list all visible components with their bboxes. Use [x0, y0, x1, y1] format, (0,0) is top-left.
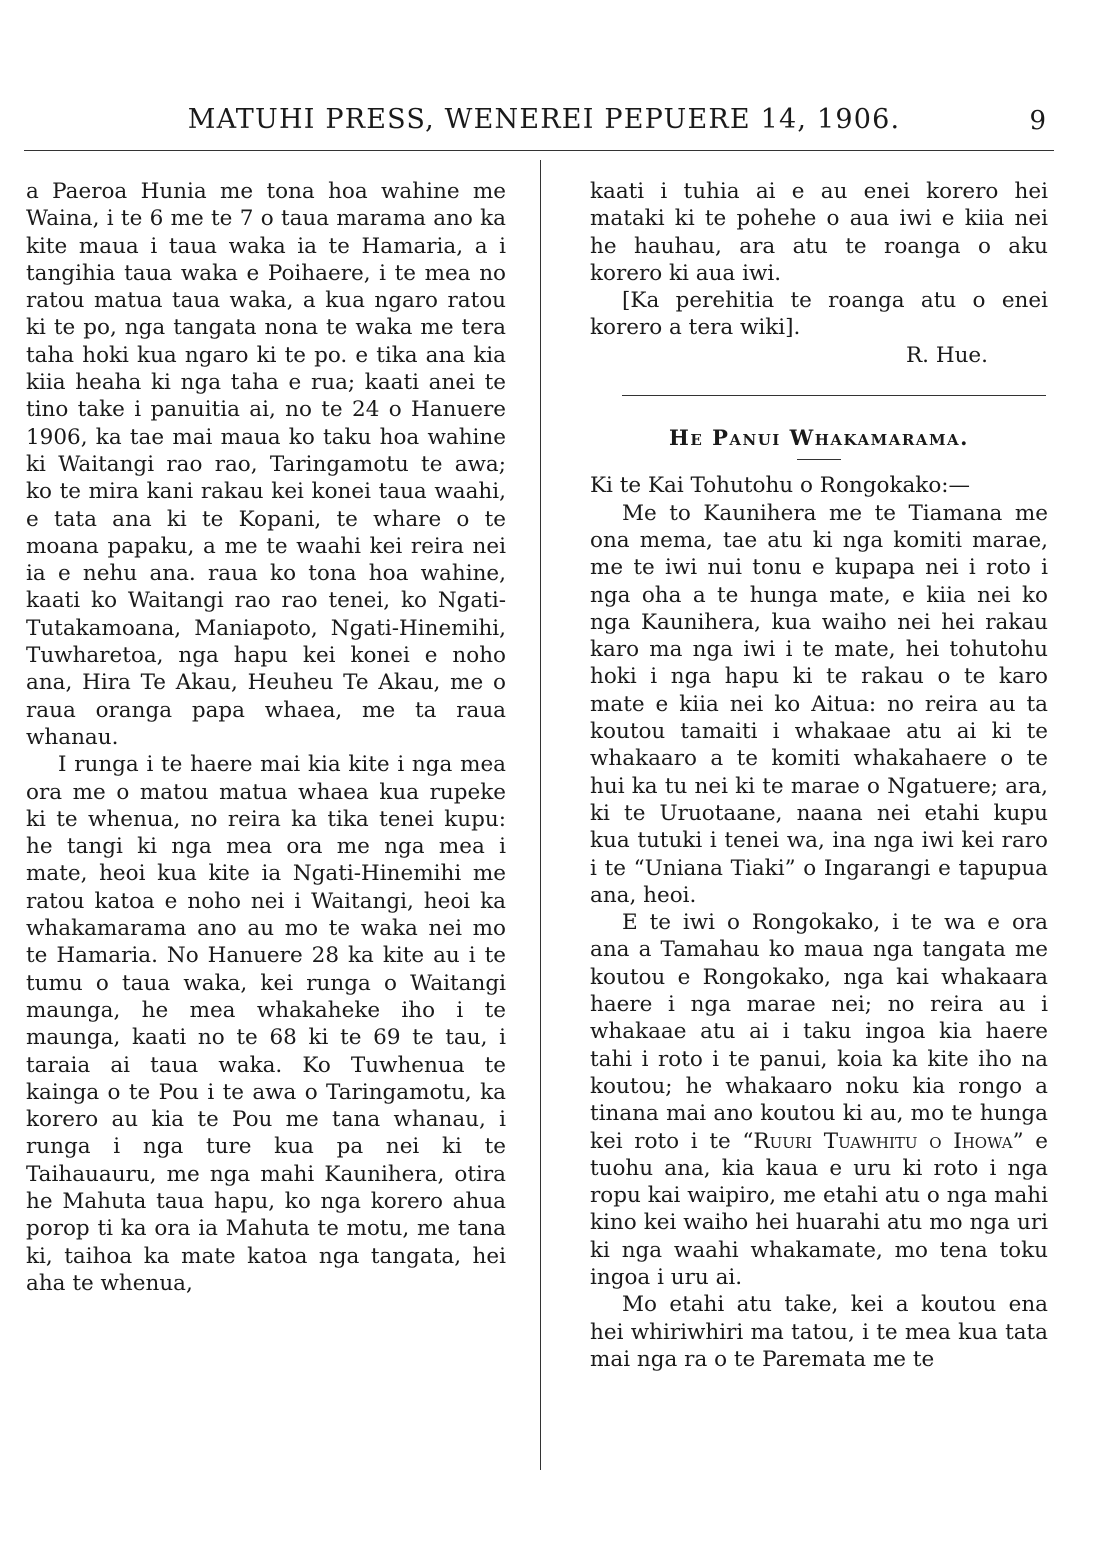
notice-address: Ki te Kai Tohutohu o Rongokako:—	[590, 473, 971, 499]
column-divider	[540, 160, 541, 1470]
newspaper-masthead: MATUHI PRESS, WENEREI PEPUERE 14, 1906.	[187, 104, 901, 135]
article-paragraph: kaati i tuhia ai e au enei korero hei mataki ki te pohehe o aua iwi e kiia nei he hauhau, ara atu te roanga o aku korero ki aua iwi.	[590, 179, 1048, 286]
notice-paragraph: Me to Kaunihera me te Tiamana me ona mema, tae atu ki nga komiti marae, me te iwi nui tonu e kupapa nei i roto i nga oha a te hunga mate, e kiia nei ko nga Kaunihera, kua waiho nei hei rakau karo ma nga iwi i te mate, hei tohutohu hoki i nga hapu ki te rakau o te karo mate e kiia nei ko Aitua: no reira au ta koutou tamaiti i whakaae atu ai ki te whakaaro a te komiti whakahaere o te hui ka tu nei ki te marae o Ngatuere; ara, ki te Uruotaane, naana nei etahi kupu kua tutuki i tenei wa, ina nga iwi kei raro i te “Uniana Tiaki” o Ingarangi e tapupua ana, heoi.	[590, 500, 1048, 908]
header-rule	[24, 150, 1054, 151]
heading-rule	[797, 459, 841, 460]
article-paragraph: a Paeroa Hunia me tona hoa wahine me Waina, i te 6 me te 7 o taua marama ano ka kite maua i taua waka ia te Hamaria, a i tangihia taua waka e Poihaere, i te mea no ratou matua taua waka, a kua ngaro ratou ki te po, nga tangata nona te waka me tera taha hoki kua ngaro ki te po. e tika ana kia kiia heaha ki nga taha e rua; kaati anei te tino take i panuitia ai, no te 24 o Hanuere 1906, ka tae mai maua ko taku hoa wahine ki Waitangi rao rao, Taringamotu te awa; ko te mira kani rakau kei konei taua waahi, e tata ana ki te Kopani, te whare o te moana papaku, a me te waahi kei reira nei ia e nehu ana. raua ko tona hoa wahine, kaati ko Waitangi rao rao tenei, ko Ngati-Tutakamoana, Maniapoto, Ngati-Hinemihi, Tuwharetoa, nga hapu kei konei e noho ana, Hira Te Akau, Heuheu Te Akau, me o raua oranga papa whaea, me ta raua whanau.	[26, 179, 506, 750]
notice-text: E te iwi o Rongokako, i te wa e ora ana a Tamahau ko maua nga tangata me koutou e Rongokako, nga kai whakaara haere i nga marae nei; no reira au i whakaae atu ai i taku ingoa kia haere tahi i roto i te panui, koia ka kite iho na koutou; he whakaaro noku kia rongo a tinana mai ano koutou ki au, mo te hunga kei roto i te “	[590, 910, 1048, 1154]
left-column	[26, 178, 506, 1297]
continuation-note: [Ka perehitia te roanga atu o enei korero a tera wiki].	[590, 288, 1048, 341]
section-rule	[622, 395, 1046, 396]
article-signature: R. Hue.	[905, 342, 988, 368]
notice-heading: He Panui Whakamarama.	[669, 425, 969, 451]
page-header	[24, 100, 1064, 144]
article-paragraph: I runga i te haere mai kia kite i nga mea ora me o matou matua whaea kua rupeke ki te whenua, no reira ka tika tenei kupu: he tangi ki nga mea ora me nga mea i mate, heoi kua kite ia Ngati-Hinemihi me ratou katoa e noho nei i Waitangi, heoi ka whakamarama ano au mo te waka nei mo te Hamaria. No Hanuere 28 ka kite au i te tumu o taua waka, kei runga o Waitangi maunga, he mea whakaheke iho i te maunga, kaati no te 68 ki te 69 te tau, i taraia ai taua waka. Ko Tuwhenua te kainga o te Pou i te awa o Taringamotu, ka korero au kia te Pou me tana whanau, i runga i nga ture kua pa nei ki te Taihauauru, me nga mahi Kaunihera, otira he Mahuta taua hapu, ko nga korero ahua porop ti ka ora ia Mahuta te motu, me tana ki, taihoa ka mate katoa nga tangata, hei aha te whenua,	[26, 752, 506, 1296]
right-column	[590, 178, 1048, 1373]
page-number: 9	[1029, 106, 1046, 136]
notice-paragraph	[590, 909, 1048, 1291]
notice-text: ” e tuohu ana, kia kaua e uru ki roto i nga ropu kai waipiro, me etahi atu o nga mahi kino kei waiho hei huarahi atu mo nga uri ki nga waahi whakamate, mo tena toku ingoa i uru ai.	[590, 1128, 1048, 1290]
organisation-name: Ruuri Tuawhitu o Ihowa	[753, 1128, 1013, 1154]
notice-paragraph: Mo etahi atu take, kei a koutou ena hei whiriwhiri ma tatou, i te mea kua tata mai nga ra o te Paremata me te	[590, 1292, 1048, 1372]
